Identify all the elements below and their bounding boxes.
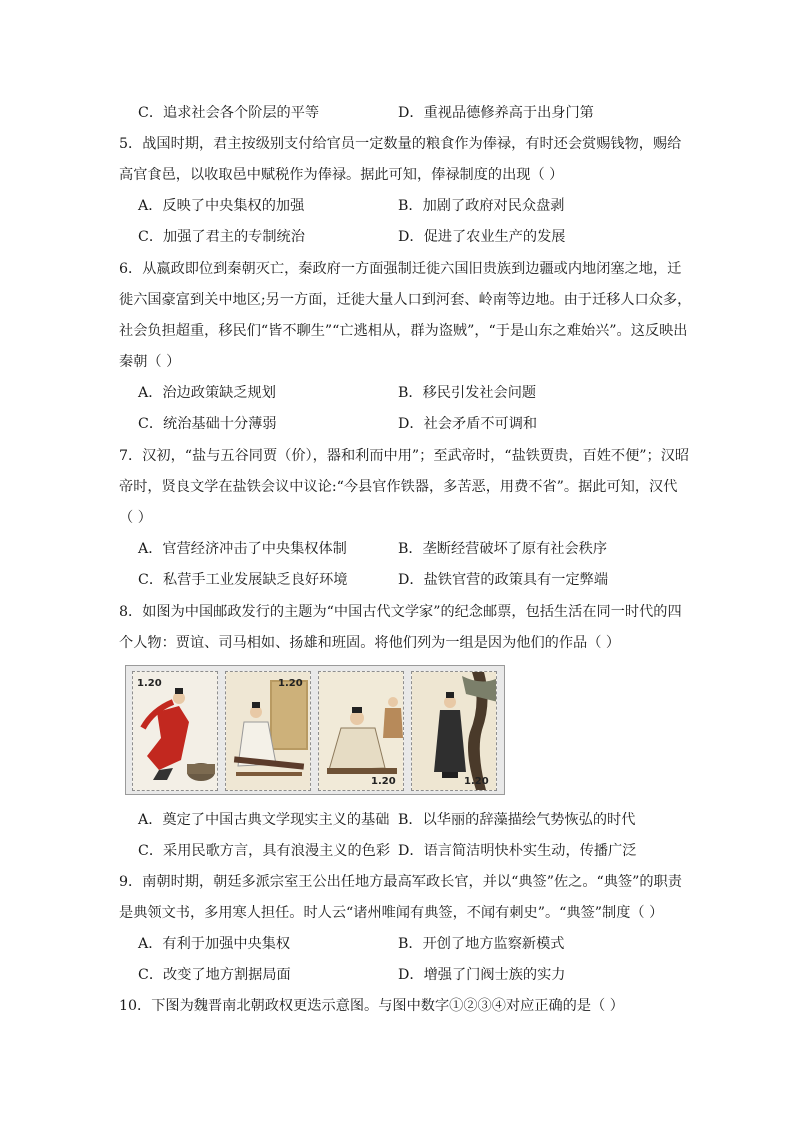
q6-stem-line-4: 秦朝（ ）	[119, 354, 181, 370]
q8-option-d[interactable]: D．语言简洁明快朴实生动，传播广泛	[398, 843, 637, 859]
q4-option-d[interactable]: D．重视品德修养高于出身门第	[398, 105, 594, 121]
q10-stem-line-1: 10．下图为魏晋南北朝政权更迭示意图。与图中数字①②③④对应正确的是（ ）	[119, 998, 624, 1014]
q9-stem-line-2: 是典领文书，多用寒人担任。时人云“诸州唯闻有典签，不闻有刺史”。“典签”制度（ ）	[119, 905, 664, 921]
q7-option-b[interactable]: B．垄断经营破坏了原有社会秩序	[398, 541, 608, 557]
q8-stem-line-1: 8．如图为中国邮政发行的主题为“中国古代文学家”的纪念邮票，包括生活在同一时代的四	[119, 604, 682, 620]
stamp-strip-image	[125, 665, 505, 795]
q7-stem-line-2: 帝时，贤良文学在盐铁会议中议论:“今县官作铁器，多苦恶，用费不省”。据此可知，汉代	[119, 479, 678, 495]
q7-stem-line-1: 7．汉初，“盐与五谷同贾（价），器和利而中用”；至武帝时，“盐铁贾贵，百姓不便”；汉昭	[119, 448, 690, 464]
stamp-illustration-3	[319, 672, 404, 791]
q4-option-c[interactable]: C．追求社会各个阶层的平等	[138, 105, 320, 121]
q7-option-a[interactable]: A．官营经济冲击了中央集权体制	[138, 541, 347, 557]
q5-option-d[interactable]: D．促进了农业生产的发展	[398, 229, 566, 245]
q5-option-c[interactable]: C．加强了君主的专制统治	[138, 229, 305, 245]
stamp-4-denomination: 1.20	[464, 776, 489, 787]
q9-option-a[interactable]: A．有利于加强中央集权	[138, 936, 291, 952]
q9-stem-line-1: 9．南朝时期，朝廷多派宗室王公出任地方最高军政长官，并以“典签”佐之。“典签”的职责	[119, 874, 682, 890]
stamp-illustration-2	[226, 672, 311, 791]
q6-option-a[interactable]: A．治边政策缺乏规划	[138, 385, 276, 401]
q5-option-a[interactable]: A．反映了中央集权的加强	[138, 198, 305, 214]
q8-option-b[interactable]: B．以华丽的辞藻描绘气势恢弘的时代	[398, 812, 636, 828]
stamp-1-denomination: 1.20	[137, 678, 162, 689]
q9-option-b[interactable]: B．开创了地方监察新模式	[398, 936, 565, 952]
q5-option-b[interactable]: B．加剧了政府对民众盘剥	[398, 198, 565, 214]
q7-option-d[interactable]: D．盐铁官营的政策具有一定弊端	[398, 572, 609, 588]
stamp-3-denomination: 1.20	[371, 776, 396, 787]
q8-option-c[interactable]: C．采用民歌方言，具有浪漫主义的色彩	[138, 843, 391, 859]
q6-stem-line-2: 徙六国豪富到关中地区;另一方面，迁徙大量人口到河套、岭南等边地。由于迁移人口众多，	[119, 292, 692, 308]
stamp-ban-gu	[411, 671, 497, 791]
q9-option-d[interactable]: D．增强了门阀士族的实力	[398, 967, 566, 983]
q8-stem-line-2: 个人物：贾谊、司马相如、扬雄和班固。将他们列为一组是因为他们的作品（ ）	[119, 635, 621, 651]
q7-option-c[interactable]: C．私营手工业发展缺乏良好环境	[138, 572, 348, 588]
q6-option-d[interactable]: D．社会矛盾不可调和	[398, 416, 538, 432]
stamp-illustration-4	[412, 672, 497, 791]
stamp-sima-xiangru	[225, 671, 311, 791]
stamp-yang-xiong	[318, 671, 404, 791]
q6-option-b[interactable]: B．移民引发社会问题	[398, 385, 537, 401]
q6-stem-line-3: 社会负担超重，移民们“皆不聊生”“亡逃相从，群为盗贼”，“于是山东之难始兴”。这反映出	[119, 323, 688, 339]
q7-stem-line-3: （ ）	[119, 510, 152, 526]
q9-option-c[interactable]: C．改变了地方割据局面	[138, 967, 291, 983]
q8-option-a[interactable]: A．奠定了中国古典文学现实主义的基础	[138, 812, 390, 828]
stamp-jia-yi	[132, 671, 218, 791]
stamp-illustration-1	[133, 672, 218, 791]
q5-stem-line-2: 高官食邑，以收取邑中赋税作为俸禄。据此可知，俸禄制度的出现（ ）	[119, 167, 564, 183]
q6-option-c[interactable]: C．统治基础十分薄弱	[138, 416, 277, 432]
stamp-2-denomination: 1.20	[278, 678, 303, 689]
q6-stem-line-1: 6．从嬴政即位到秦朝灭亡，秦政府一方面强制迁徙六国旧贵族到边疆或内地闭塞之地，迁	[119, 261, 682, 277]
q5-stem-line-1: 5．战国时期，君主按级别支付给官员一定数量的粮食作为俸禄，有时还会赏赐钱物，赐给	[119, 136, 682, 152]
